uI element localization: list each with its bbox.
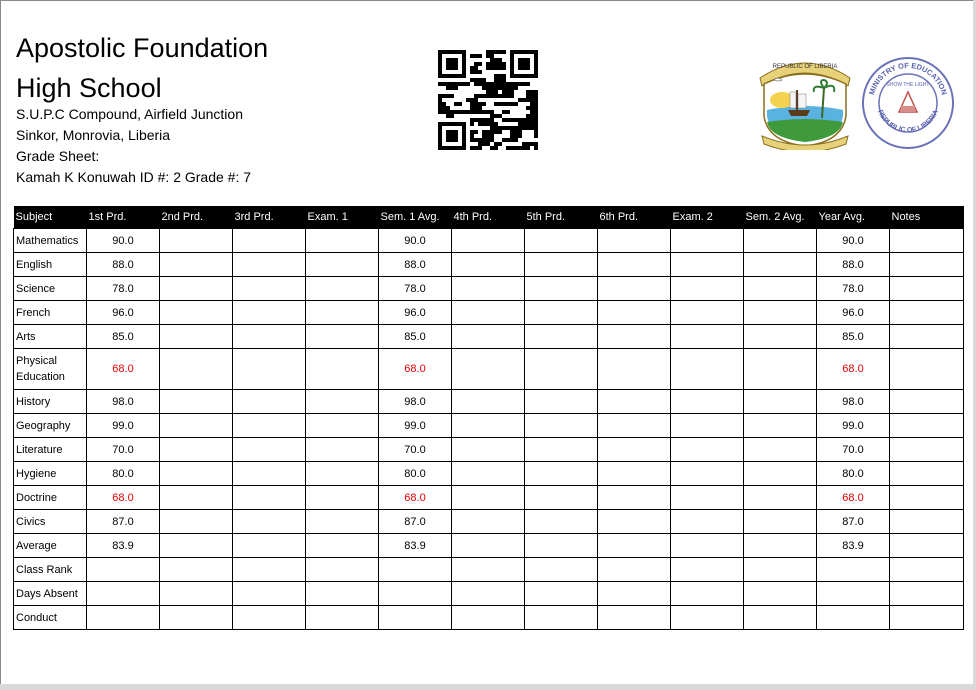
grade-cell [890,390,964,414]
grade-cell [233,414,306,438]
grade-cell [160,253,233,277]
grade-cell [87,558,160,582]
table-row [14,301,964,325]
grade-cell [306,325,379,349]
column-header: Sem. 2 Avg. [744,206,817,229]
grade-cell [744,229,817,253]
grade-cell [452,462,525,486]
grade-cell: 83.9 [379,534,452,558]
grade-cell [890,582,964,606]
grade-cell [452,534,525,558]
grade-cell [452,582,525,606]
grade-cell: 98.0 [817,390,890,414]
grade-cell [744,510,817,534]
grade-cell: 88.0 [817,253,890,277]
grade-cell [744,277,817,301]
grade-cell [525,486,598,510]
subject-cell: Physical Education [14,349,87,390]
grade-cell [306,510,379,534]
grade-cell [671,510,744,534]
grade-cell [160,277,233,301]
grade-cell [306,582,379,606]
grade-cell [744,390,817,414]
grade-cell [160,534,233,558]
table-row [14,229,964,253]
table-row [14,462,964,486]
grade-cell: 68.0 [817,349,890,390]
table-row [14,390,964,414]
qr-code-icon [438,50,538,150]
grade-cell [890,510,964,534]
subject-cell: Civics [14,510,87,534]
grade-cell: 88.0 [87,253,160,277]
grade-cell [452,349,525,390]
grade-cell [598,606,671,630]
grade-cell [890,253,964,277]
column-header: Year Avg. [817,206,890,229]
grade-cell [233,582,306,606]
grade-cell [598,534,671,558]
grade-cell [744,486,817,510]
grade-cell [306,229,379,253]
grade-cell: 80.0 [87,462,160,486]
grade-cell [671,349,744,390]
grade-cell [525,301,598,325]
grade-cell [160,349,233,390]
grade-cell [890,486,964,510]
column-header: Subject [14,206,87,229]
grade-cell [598,229,671,253]
grade-cell [306,462,379,486]
grade-cell [744,462,817,486]
grade-cell: 90.0 [379,229,452,253]
grade-cell [233,229,306,253]
grade-cell [598,558,671,582]
grade-cell [160,462,233,486]
grade-cell [890,414,964,438]
grade-cell [306,349,379,390]
grade-cell [671,277,744,301]
grade-cell [379,582,452,606]
grade-cell [744,349,817,390]
subject-cell: French [14,301,87,325]
subject-cell: Mathematics [14,229,87,253]
grade-cell: 68.0 [87,486,160,510]
grade-cell [452,486,525,510]
grade-cell [671,301,744,325]
grade-cell [452,229,525,253]
grade-cell [817,558,890,582]
table-row [14,486,964,510]
ministry-motto: SHOW THE LIGHT [886,82,930,88]
grade-cell [525,510,598,534]
grade-cell [744,582,817,606]
student-info: Kamah K Konuwah ID #: 2 Grade #: 7 [16,169,252,185]
grade-cell [160,510,233,534]
grade-cell [233,325,306,349]
grade-cell [160,414,233,438]
grade-cell: 98.0 [87,390,160,414]
grade-cell [744,438,817,462]
subject-cell: Class Rank [14,558,87,582]
grade-cell [598,301,671,325]
table-row [14,277,964,301]
grade-cell: 87.0 [379,510,452,534]
column-header: 4th Prd. [452,206,525,229]
grade-cell [379,558,452,582]
grade-cell: 96.0 [87,301,160,325]
grade-cell [525,390,598,414]
column-header: Sem. 1 Avg. [379,206,452,229]
grade-cell [525,325,598,349]
subject-cell: Science [14,277,87,301]
grade-cell: 96.0 [379,301,452,325]
table-row [14,510,964,534]
grade-cell: 68.0 [817,486,890,510]
grade-cell [598,325,671,349]
grade-cell [233,349,306,390]
grade-cell: 87.0 [817,510,890,534]
grade-cell [306,438,379,462]
grade-cell: 85.0 [379,325,452,349]
grade-cell: 83.9 [817,534,890,558]
grade-cell [379,606,452,630]
grade-cell [598,277,671,301]
grade-cell [525,253,598,277]
table-row [14,438,964,462]
grade-table [13,206,964,630]
grade-cell [671,438,744,462]
seal-text: REPUBLIC OF LIBERIA [772,64,838,70]
grade-cell [306,253,379,277]
grade-cell: 68.0 [379,349,452,390]
table-row [14,558,964,582]
grade-cell [671,229,744,253]
grade-cell [525,349,598,390]
grade-cell [671,462,744,486]
grade-cell [598,510,671,534]
grade-cell [160,582,233,606]
grade-cell [233,390,306,414]
grade-cell [452,301,525,325]
grade-cell [233,253,306,277]
school-name-line2: High School [16,73,162,103]
grade-cell: 96.0 [817,301,890,325]
grade-cell: 78.0 [817,277,890,301]
grade-cell [306,277,379,301]
grade-cell: 90.0 [817,229,890,253]
table-row [14,325,964,349]
grade-cell: 80.0 [379,462,452,486]
grade-cell [890,277,964,301]
grade-cell [525,229,598,253]
subject-cell: Hygiene [14,462,87,486]
grade-cell: 70.0 [379,438,452,462]
grade-cell [598,582,671,606]
liberia-seal-icon [752,50,858,150]
grade-cell [890,534,964,558]
subject-cell: Average [14,534,87,558]
grade-cell [452,325,525,349]
grade-cell [233,486,306,510]
grade-cell [598,349,671,390]
grade-cell [452,558,525,582]
subject-cell: Literature [14,438,87,462]
grade-cell [160,229,233,253]
grade-cell [160,438,233,462]
table-row [14,606,964,630]
grade-cell [525,462,598,486]
table-row [14,414,964,438]
column-header: Exam. 2 [671,206,744,229]
subject-cell: Geography [14,414,87,438]
grade-cell [306,534,379,558]
grade-cell [671,486,744,510]
grade-cell [744,534,817,558]
grade-cell [817,582,890,606]
column-header: 3rd Prd. [233,206,306,229]
grade-cell [452,277,525,301]
grade-cell [160,325,233,349]
grade-cell [671,558,744,582]
grade-cell [306,301,379,325]
subject-cell: Days Absent [14,582,87,606]
grade-cell [598,438,671,462]
grade-cell [890,462,964,486]
grade-cell: 99.0 [817,414,890,438]
grade-cell [890,558,964,582]
subject-cell: History [14,390,87,414]
grade-cell: 83.9 [87,534,160,558]
grade-cell [744,325,817,349]
grade-cell [744,414,817,438]
grade-cell [598,486,671,510]
grade-cell [306,558,379,582]
grade-cell [890,349,964,390]
grade-cell [525,414,598,438]
grade-cell [598,414,671,438]
grade-cell [525,438,598,462]
table-row [14,349,964,390]
school-name-line1: Apostolic Foundation [16,33,269,63]
table-header-row [14,206,964,229]
ministry-text: MINISTRY OF EDUCATION [867,60,949,96]
grade-cell [671,534,744,558]
grade-cell [671,325,744,349]
grade-cell: 78.0 [379,277,452,301]
ministry-stamp-icon [861,56,955,150]
grade-cell [525,582,598,606]
grade-cell: 68.0 [379,486,452,510]
grade-cell: 78.0 [87,277,160,301]
grade-cell [452,438,525,462]
grade-cell [744,606,817,630]
ministry-sub: REPUBLIC OF LIBERIA [876,109,940,135]
grade-cell [306,414,379,438]
grade-cell [452,606,525,630]
column-header: 5th Prd. [525,206,598,229]
grade-cell [744,301,817,325]
grade-cell [452,510,525,534]
column-header: Exam. 1 [306,206,379,229]
column-header: 1st Prd. [87,206,160,229]
grade-cell [671,582,744,606]
grade-cell: 99.0 [379,414,452,438]
subject-cell: English [14,253,87,277]
grade-cell: 80.0 [817,462,890,486]
grade-cell [306,390,379,414]
grade-cell [233,510,306,534]
grade-cell [160,558,233,582]
subject-cell: Conduct [14,606,87,630]
grade-cell [87,582,160,606]
grade-cell [817,606,890,630]
grade-cell [744,253,817,277]
grade-cell: 87.0 [87,510,160,534]
grade-cell [744,558,817,582]
grade-cell: 85.0 [817,325,890,349]
grade-cell [671,414,744,438]
grade-cell [525,606,598,630]
subject-cell: Arts [14,325,87,349]
grade-cell: 98.0 [379,390,452,414]
grade-cell [671,606,744,630]
grade-cell [598,390,671,414]
grade-cell [233,534,306,558]
grade-cell [671,253,744,277]
grade-cell [233,462,306,486]
grade-cell [452,253,525,277]
table-row [14,253,964,277]
grade-cell [890,606,964,630]
bottom-edge [0,684,976,690]
grade-cell [890,325,964,349]
grade-cell: 99.0 [87,414,160,438]
grade-cell: 70.0 [87,438,160,462]
grade-cell [671,390,744,414]
grade-cell [233,277,306,301]
address-line1: S.U.P.C Compound, Airfield Junction [16,106,243,122]
grade-cell [525,277,598,301]
grade-cell: 88.0 [379,253,452,277]
grade-cell [233,558,306,582]
subject-cell: Doctrine [14,486,87,510]
grade-cell [160,390,233,414]
address-line2: Sinkor, Monrovia, Liberia [16,127,171,143]
grade-cell [890,438,964,462]
grade-cell [160,606,233,630]
grade-cell [525,558,598,582]
grade-cell [87,606,160,630]
grade-cell [306,486,379,510]
column-header: Notes [890,206,964,229]
grade-cell: 68.0 [87,349,160,390]
grade-cell: 70.0 [817,438,890,462]
grade-cell [233,301,306,325]
grade-cell [306,606,379,630]
grade-cell: 85.0 [87,325,160,349]
grade-cell [160,301,233,325]
grade-cell: 90.0 [87,229,160,253]
grade-cell [233,606,306,630]
grade-cell [452,390,525,414]
grade-cell [160,486,233,510]
grade-cell [525,534,598,558]
grade-cell [890,301,964,325]
column-header: 2nd Prd. [160,206,233,229]
grade-cell [452,414,525,438]
table-row [14,534,964,558]
grade-cell [890,229,964,253]
column-header: 6th Prd. [598,206,671,229]
grade-cell [598,462,671,486]
grade-cell [233,438,306,462]
table-row [14,582,964,606]
grade-sheet-label: Grade Sheet: [16,148,100,164]
grade-cell [598,253,671,277]
